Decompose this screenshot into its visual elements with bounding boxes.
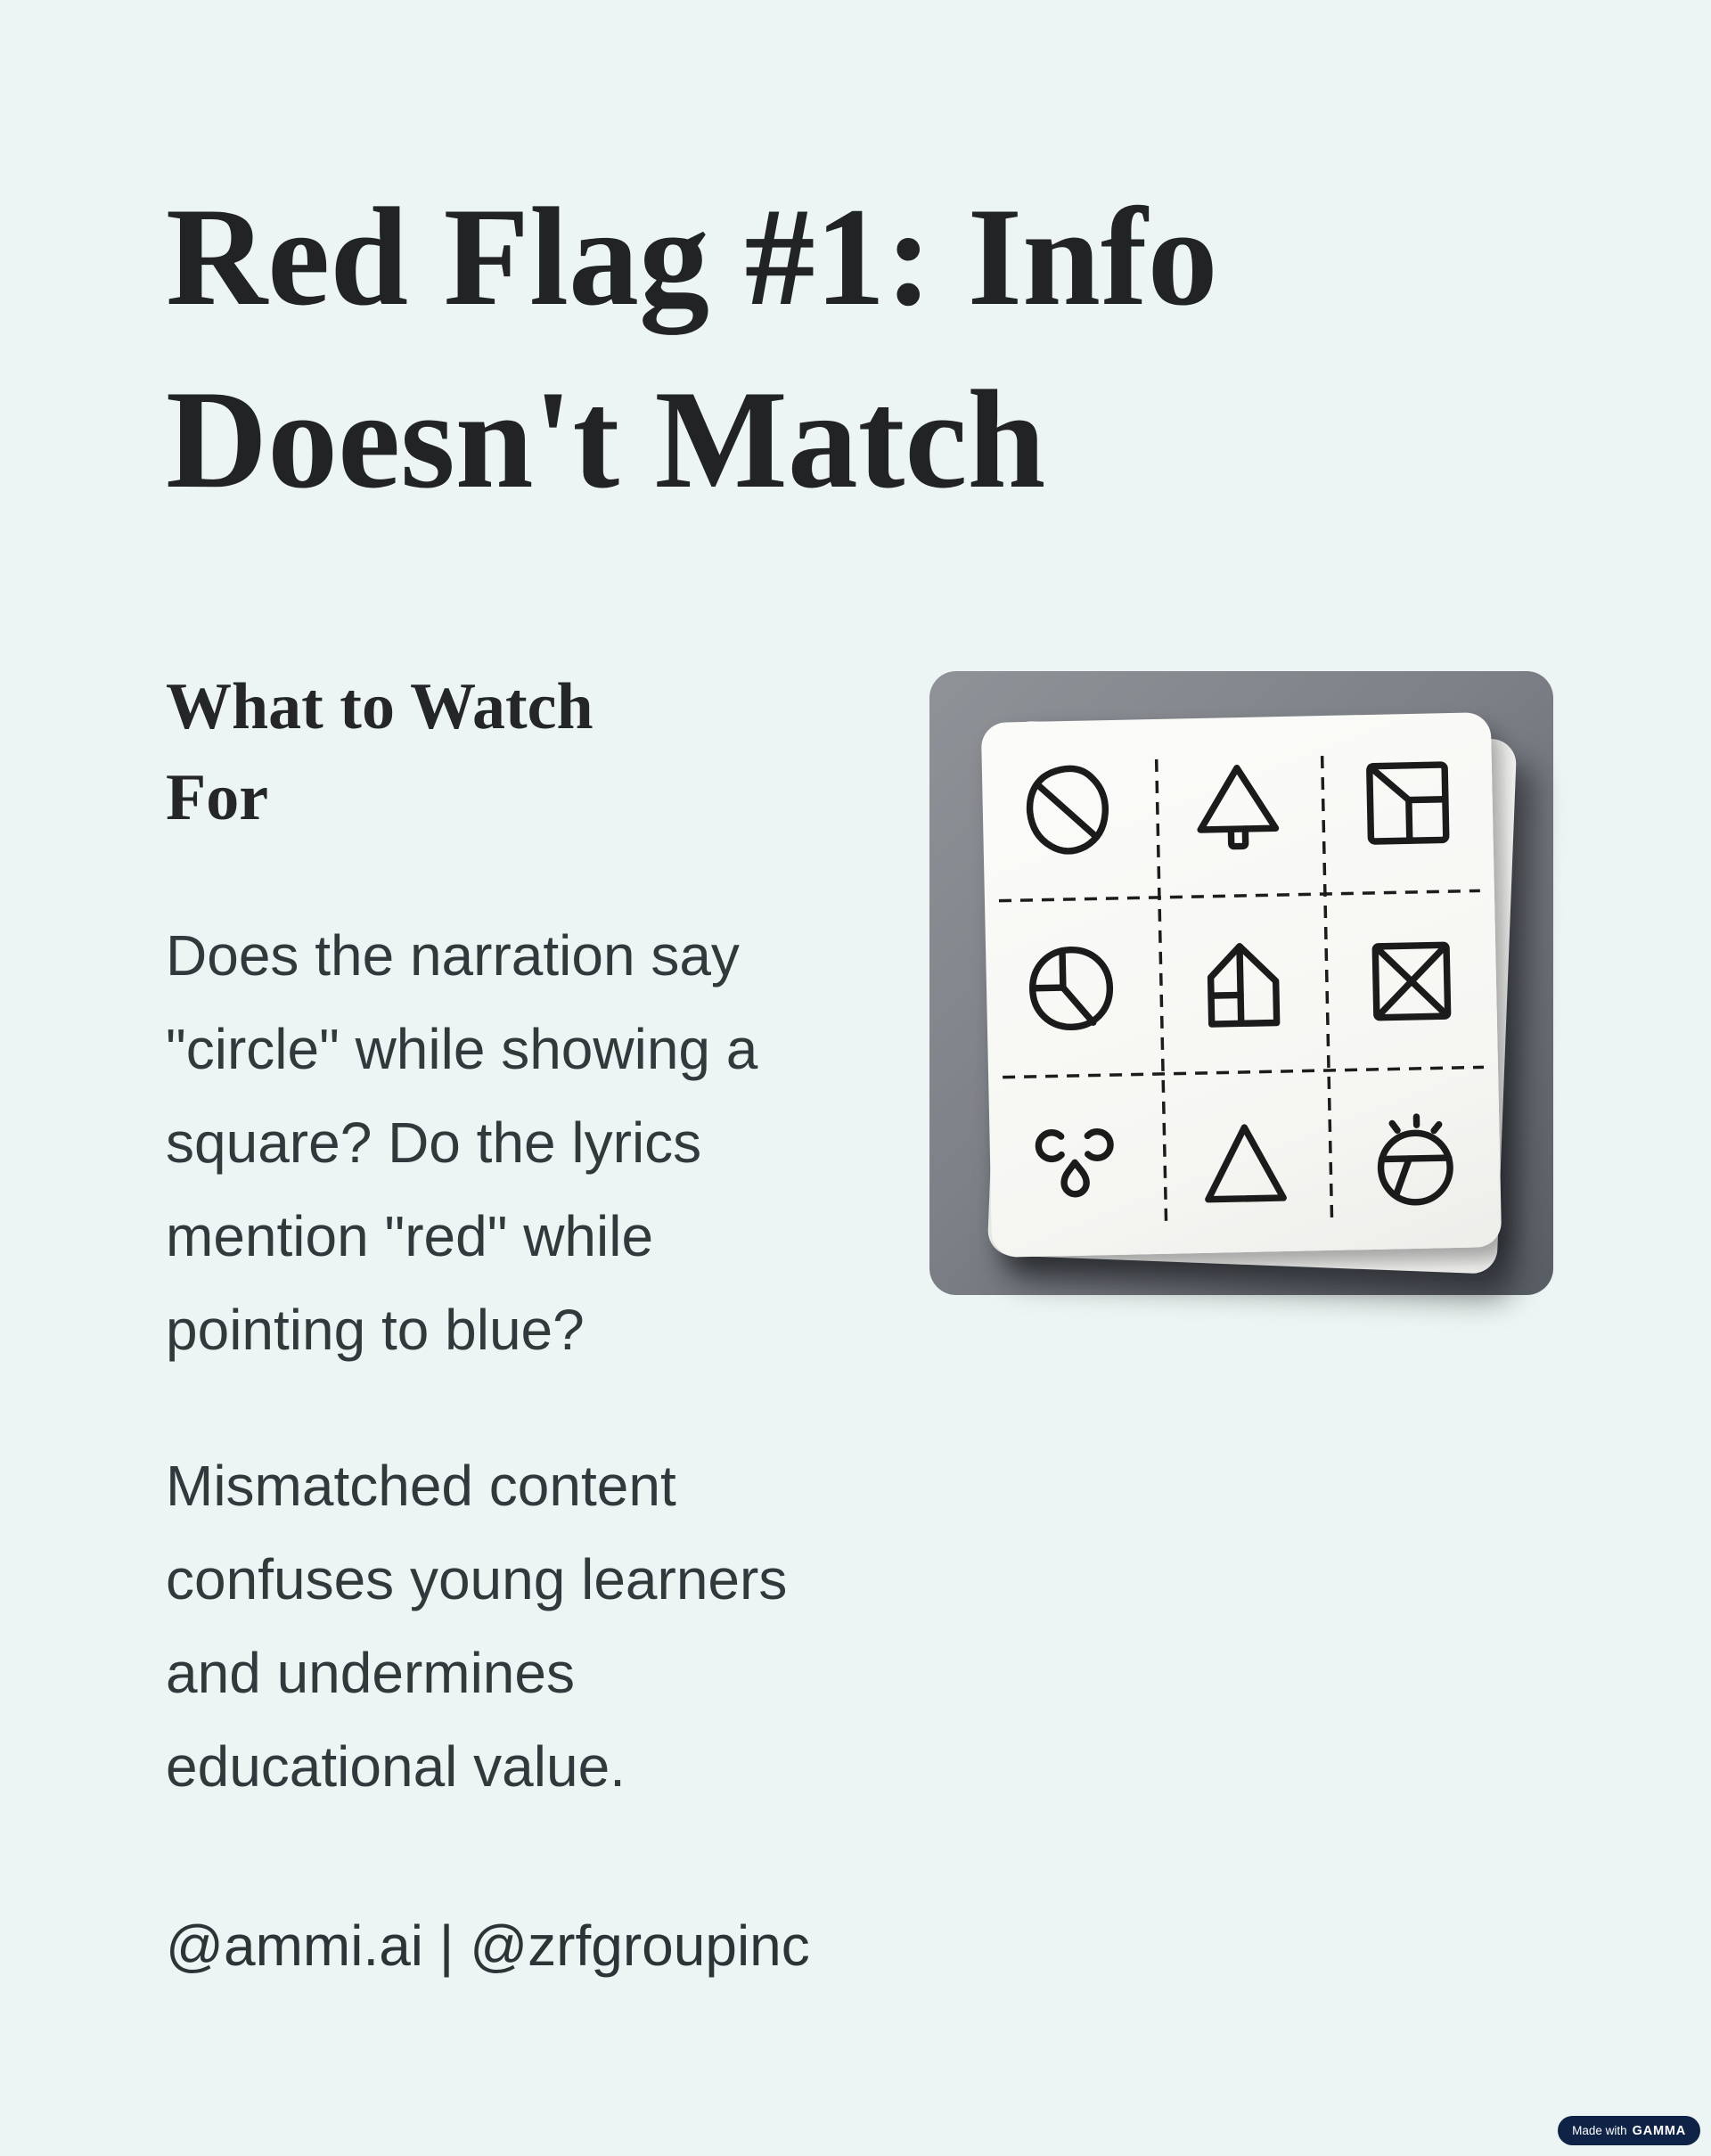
folded-corner-square-icon (1355, 751, 1459, 855)
paragraph: Mismatched content confuses young learners and undermines educational value. (166, 1454, 788, 1799)
triangle-icon (1193, 1111, 1297, 1215)
body-text (166, 909, 932, 1876)
paragraph: Does the narration say "circle" while showing a square? Do the lyrics mention "red" while pointing to blue? (166, 923, 758, 1362)
made-with-gamma-badge[interactable] (1558, 2116, 1700, 2145)
split-house-icon (1190, 933, 1293, 1037)
title-line: Doesn't Match (166, 362, 1046, 518)
x-square-icon (1359, 930, 1462, 1033)
slashed-blob-icon (1016, 758, 1119, 862)
sun-circle-icon (1363, 1108, 1467, 1211)
flashcard-front (981, 712, 1502, 1258)
page-title (166, 166, 1609, 531)
shape-grid (981, 712, 1502, 1258)
social-handles: @ammi.ai | @zrfgroupinc (166, 1914, 810, 1978)
shapes-illustration (929, 671, 1553, 1295)
gamma-logo: GAMMA (1632, 2123, 1686, 2138)
section-heading (166, 661, 790, 843)
clover-droplet-icon (1023, 1115, 1126, 1218)
tree-triangle-icon (1186, 755, 1289, 858)
badge-prefix: Made with (1572, 2124, 1627, 2137)
title-line: Red Flag #1: Info (166, 179, 1218, 335)
pie-squircle-icon (1019, 937, 1123, 1040)
subheading-line: What to Watch (166, 670, 594, 743)
subheading-line: For (166, 761, 269, 834)
